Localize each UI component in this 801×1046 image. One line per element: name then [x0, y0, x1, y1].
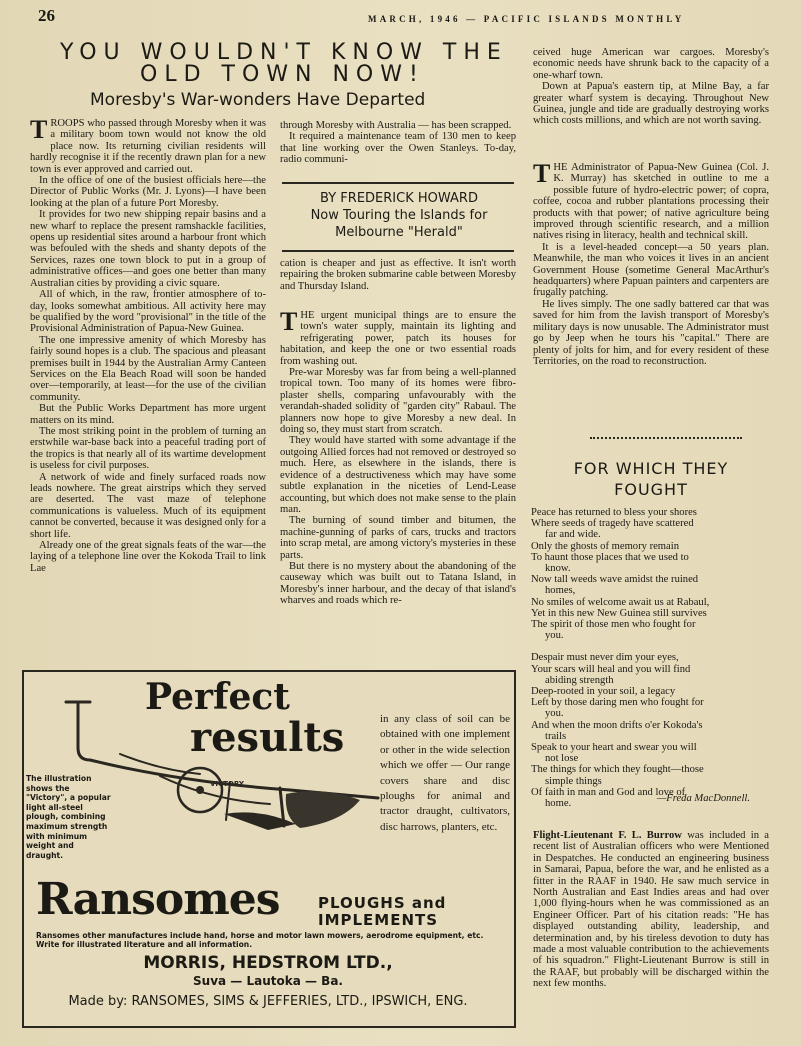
ad-headline-results: results — [190, 714, 345, 761]
poem-line: you. — [545, 708, 564, 720]
ad-other-products: Ransomes other manufactures include hand, horse and motor lawn mowers, aerodrome equipment, etc. Write for illustrated literature and all information. — [36, 931, 484, 949]
plough-model-label: VICTORY — [210, 780, 244, 788]
poem-line: To haunt those places that we used to — [531, 551, 689, 563]
poem-line: you. — [545, 630, 564, 642]
paragraph: Pre-war Moresby was far from being a well-planned tropical town. Too many of its homes were fibro-plaster shells, comparing unfavourably with the verandah-shaded solidity of "garden city" Rabaul. The planners now hope to give Moresby a new deal. In doing so, they must start from scratch. — [280, 367, 516, 436]
poem-line: Left by those daring men who fought for — [531, 697, 704, 709]
paragraph: Flight-Lieutenant F. L. Burrow was included in a recent list of Australian officers who were Mentioned in Despatches. He conducted an engineering business in Samarai, Papua, before the war, and he enlisted as a fitter in the RAAF in 1940. He saw much service in North Australian and East Indies areas and had over 1,000 flying-hours when he was commissioned as an Engineer Officer. Part of his citation reads: "He has displayed outstanding ability, leadership, and determination and, by his tireless devotion to duty has made a most valuable contribution to the achievements of his squadron." Flight-Lieutenant Burrow is still in the RAAF, but probably will be discharged within the next few months. — [533, 830, 769, 990]
poem-line: Where seeds of tragedy have scattered — [531, 518, 694, 530]
paragraph: cation is cheaper and just as effective. It isn't worth repairing the broken submarine cable between Moresby and Thursday Island. — [280, 258, 516, 292]
poem-line: Deep-rooted in your soil, a legacy — [531, 686, 676, 698]
divider — [282, 182, 514, 184]
poem-title-line2: FOUGHT — [614, 480, 688, 499]
article-title-line1: YOU WOULDN'T KNOW THE — [60, 40, 508, 65]
ad-product-line1: PLOUGHS and — [318, 894, 447, 912]
poem-line: Peace has returned to bless your shores — [531, 507, 697, 518]
paragraph: Down at Papua's eastern tip, at Milne Bay, a far greater wharf system is decaying. Throughout New Guinea, jungle and tide are gradually destroying works which costs millions, and which are not worth saving. — [533, 81, 769, 127]
poem-line: far and wide. — [545, 529, 601, 541]
poem-line: know. — [545, 563, 571, 575]
ad-headline-perfect: Perfect — [145, 676, 290, 718]
news-note — [533, 830, 769, 1020]
poem-line: Only the ghosts of memory remain — [531, 540, 679, 552]
article-title-line2: OLD TOWN NOW! — [140, 62, 425, 87]
paragraph: THE urgent municipal things are to ensure the town's water supply, maintain its lighting and refrigerating power, patch its houses for habitation, and keep the one or two essential roads from washing out. — [280, 310, 516, 367]
note-lead: Flight-Lieutenant F. L. Burrow — [533, 830, 682, 841]
ad-body-text: in any class of soil can be obtained with one implement or other in the wide selection which we offer — Our range covers share and disc ploughs for animal and tractor draught, cultivators, disc harrows, planters, etc. — [380, 713, 510, 833]
paragraph: through Moresby with Australia — has been scrapped. — [280, 120, 512, 131]
article-subtitle: Moresby's War-wonders Have Departed — [90, 90, 426, 110]
paragraph: THE Administrator of Papua-New Guinea (Col. J. K. Murray) has sketched in outline to me a possible future of hydro-electric power; of copra, coffee, cocoa and rubber plantations processing their products with that power; of native agriculture being improved through scientific research, and a million natives rising in literacy, health and technical skill. — [533, 162, 769, 242]
poem-line: Now tall weeds wave amidst the ruined — [531, 574, 699, 586]
poem-title-line1: FOR WHICH THEY — [573, 459, 729, 478]
byline — [286, 190, 512, 241]
poem-line: abiding strength — [545, 674, 614, 686]
divider — [282, 250, 514, 252]
byline-author: BY FREDERICK HOWARD — [320, 191, 478, 206]
paragraph: It provides for two new shipping repair basins and a new wharf to replace the present ramshackle facilities, opens up residential sites around a harbour front which was befouled with the sheds and shanty depots of the Services, razes one town block to put in a group of administrative offices—and goes one better than many Australian cities by providing a civic square. — [30, 209, 266, 289]
poem-line: Your scars will heal and you will find — [531, 663, 691, 675]
poem-line: Yet in this new New Guinea still survives — [531, 607, 707, 619]
paragraph: Already one of the great signals feats of the war—the laying of a telephone line over the Kokoda Trail to link Lae — [30, 540, 266, 574]
ad-manufacturer: Made by: RANSOMES, SIMS & JEFFERIES, LTD., IPSWICH, ENG. — [68, 994, 468, 1009]
poem-line: The spirit of those men who fought for — [531, 619, 696, 631]
poem-title — [533, 458, 769, 500]
poem-line: Despair must never dim your eyes, — [531, 652, 679, 664]
poem-line: simple things — [545, 775, 602, 787]
poem-line: And when the moon drifts o'er Kokoda's — [531, 719, 703, 731]
page-number: 26 — [38, 6, 55, 25]
paragraph: TROOPS who passed through Moresby when it was a military boom town would not know the old place now. Its returning civilian residents will hardly recognise it if the recently drawn plan for a new town is ever approved and carried out. — [30, 118, 266, 175]
paragraph: A network of wide and finely surfaced roads now leads nowhere. The great airstrips which they served are deserted. The vast maze of telephone communications is valueless. Much of its equipment cannot be converted, because it was designed only for a short life. — [30, 471, 266, 540]
article-column-1 — [30, 118, 266, 658]
paragraph: It is a level-headed concept—a 50 years plan. Meanwhile, the man who voices it lives in an ancient Government House (sometime General MacArthur's headquarters) where Papuan painters and carpenters are frugally patching. — [533, 241, 769, 299]
article-column-2-top — [280, 120, 516, 176]
poem-body — [531, 507, 771, 809]
article-column-3-top — [533, 47, 769, 157]
paragraph: All of which, in the raw, frontier atmosphere of to-day, looks somewhat ambitious. All activity here may be qualified by the word "provisional" in the title of the Provisional Administration of Papua-New Guinea. — [30, 289, 266, 335]
ad-brand-logo: Ransomes — [36, 874, 280, 925]
poem-line: Speak to your heart and swear you will — [531, 742, 697, 754]
byline-role: Now Touring the Islands for — [310, 208, 488, 223]
ad-product-line — [318, 895, 446, 929]
poem-line: home. — [545, 798, 572, 810]
drop-cap: T — [280, 310, 298, 336]
ad-dealer-towns: Suva — Lautoka — Ba. — [193, 974, 343, 988]
poem-line: not lose — [545, 753, 579, 765]
poem-author: —Freda MacDonnell. — [656, 793, 750, 804]
paragraph: In the office of one of the busiest officials here—the Director of Public Works (Mr. J. Lyons)—I have been looking at the plan of a future Port Moresby. — [30, 175, 266, 209]
ad-illustration-caption: The illustration shows the "Victory", a popular light all-steel plough, combining maximum strength with minimum weight and draught. — [26, 774, 111, 860]
article-column-3-mid — [533, 162, 769, 428]
poem-line: trails — [545, 730, 567, 742]
poem-line: homes, — [545, 585, 576, 597]
drop-cap: T — [30, 118, 48, 144]
drop-cap: T — [533, 162, 551, 188]
ad-dealer-name: MORRIS, HEDSTROM LTD., — [143, 953, 393, 973]
poem-line: Of faith in man and God and love of — [531, 786, 686, 798]
poem-line: The things for which they fought—those — [531, 764, 704, 776]
paragraph: The most striking point in the problem of turning an erstwhile war-base back into a peaceful trading port of the tropics is that nearly all of its wartime development is useless for civil purposes. — [30, 425, 266, 472]
article-column-2-bottom — [280, 310, 516, 660]
paragraph: They would have started with some advantage if the outgoing Allied forces had not removed or destroyed so much. Here, as elsewhere in the islands, there is evidence of a destructiveness which may have some subtle explanation in the niceties of Lend-Lease accounting, but which does not make sense to the plain man. — [280, 435, 516, 515]
ad-product-line2: IMPLEMENTS — [318, 911, 439, 929]
paragraph: ceived huge American war cargoes. Moresby's economic needs have shrunk back to the capacity of a one-wharf town. — [533, 47, 769, 81]
stanza-break — [531, 641, 771, 652]
paragraph: The one impressive amenity of which Moresby has fairly sound hopes is a club. The spacious and pleasant premises built in 1944 by the Australian Army Canteen Services on the Ela Beach Road will soon be handed over—temporarily, at least—for the use of the civilian community. — [30, 334, 266, 403]
paragraph: But there is no mystery about the abandoning of the causeway which was built out to Tatana Island, in Moresby's inner harbour, and the decay of that island's wharves and roads which re- — [280, 560, 516, 607]
paragraph: The burning of sound timber and bitumen, the machine-gunning of parks of cars, trucks and tractors into scrap metal, are among victory's mysteries in these parts. — [280, 515, 516, 561]
byline-paper: Melbourne "Herald" — [335, 225, 463, 240]
poem-line: No smiles of welcome await us at Rabaul, — [531, 596, 710, 608]
running-head: MARCH, 1946 — PACIFIC ISLANDS MONTHLY — [368, 14, 685, 24]
article-column-2-mid — [280, 258, 516, 308]
dotted-divider — [590, 437, 742, 439]
paragraph: But the Public Works Department has more urgent matters on its mind. — [30, 403, 266, 426]
paragraph: It required a maintenance team of 130 men to keep that line working over the Owen Stanleys. To-day, radio communi- — [280, 131, 516, 166]
paragraph: He lives simply. The one sadly battered car that was saved for him from the lavish transport of Moresby's military days is now unusable. The Administrator must go by Jeep when he tours his "capital." There are plenty of jolts for him, and for every resident of these Territories, on the road to reconstruction. — [533, 298, 769, 367]
